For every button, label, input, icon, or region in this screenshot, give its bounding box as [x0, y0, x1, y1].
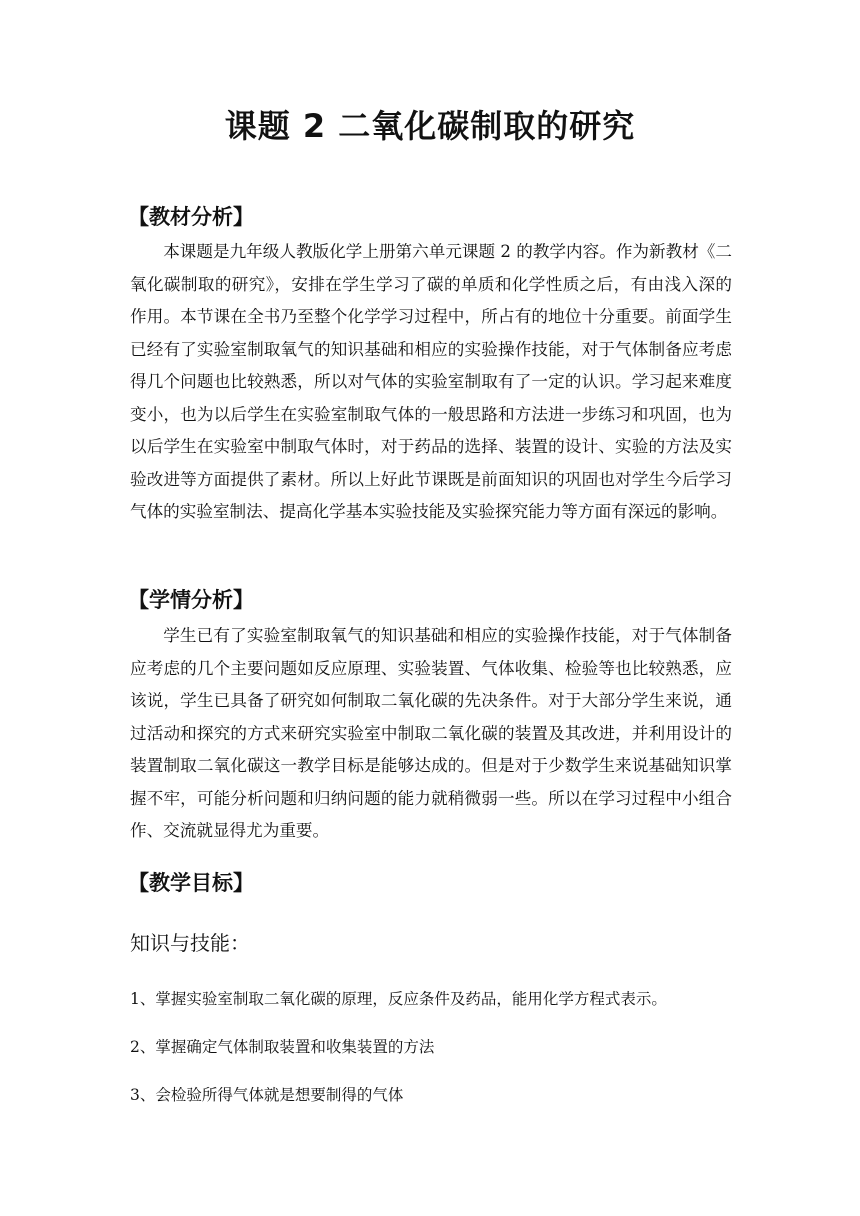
paragraph-material-analysis: 本课题是九年级人教版化学上册第六单元课题 2 的教学内容。作为新教材《二氧化碳制取的研究》，安排在学生学习了碳的单质和化学性质之后，有由浅入深的作用。本节课在全书乃至整个化学学习过程中，所占有的地位十分重要。前面学生已经有了实验室制取氧气的知识基础和相应的实验操作技能，对于气体制备应考虑得几个问题也比较熟悉，所以对气体的实验室制取有了一定的认识。学习起来难度变小，也为以后学生在实验室制取气体的一般思路和方法进一步练习和巩固，也为以后学生在实验室中制取气体时，对于药品的选择、装置的设计、实验的方法及实验改进等方面提供了素材。所以上好此节课既是前面知识的巩固也对学生今后学习气体的实验室制法、提高化学基本实验技能及实验探究能力等方面有深远的影响。	[130, 242, 732, 521]
goal-item: 3、会检验所得气体就是想要制得的气体	[130, 1086, 404, 1104]
heading-student-analysis: 【学情分析】	[128, 588, 254, 612]
heading-teaching-goals: 【教学目标】	[128, 871, 254, 895]
goal-item: 2、掌握确定气体制取装置和收集装置的方法	[130, 1038, 435, 1056]
document-title: 课题 2 二氧化碳制取的研究	[224, 107, 636, 145]
paragraph-student-analysis: 学生已有了实验室制取氧气的知识基础和相应的实验操作技能，对于气体制备应考虑的几个主要问题如反应原理、实验装置、气体收集、检验等也比较熟悉，应该说，学生已具备了研究如何制取二氧化碳的先决条件。对于大部分学生来说，通过活动和探究的方式来研究实验室中制取二氧化碳的装置及其改进，并利用设计的装置制取二氧化碳这一教学目标是能够达成的。但是对于少数学生来说基础知识掌握不牢，可能分析问题和归纳问题的能力就稍微弱一些。所以在学习过程中小组合作、交流就显得尤为重要。	[130, 626, 732, 840]
heading-material-analysis: 【教材分析】	[128, 205, 254, 229]
subheading-knowledge-skills: 知识与技能：	[130, 931, 250, 955]
goal-item: 1、掌握实验室制取二氧化碳的原理，反应条件及药品，能用化学方程式表示。	[130, 990, 667, 1008]
